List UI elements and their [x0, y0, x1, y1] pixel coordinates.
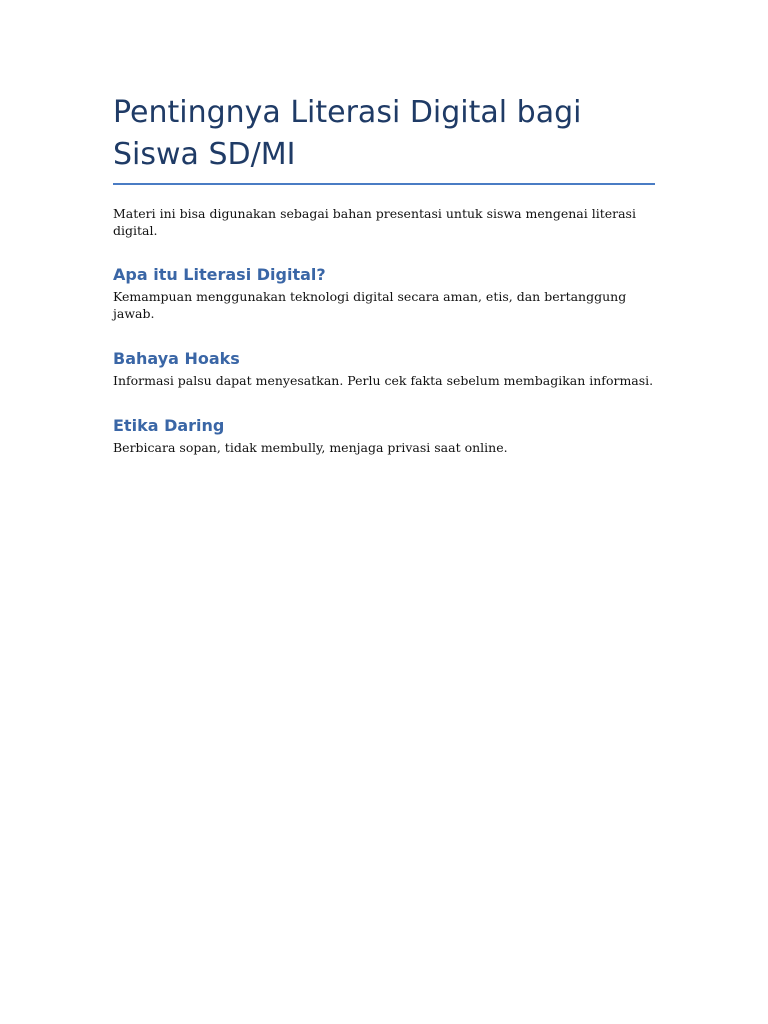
section-body: Kemampuan menggunakan teknologi digital secara aman, etis, dan bertanggung jawab.	[113, 289, 627, 321]
section-literasi-digital	[113, 265, 655, 322]
section-etika-daring	[113, 416, 655, 456]
section-heading: Apa itu Literasi Digital?	[113, 265, 326, 284]
section-body: Berbicara sopan, tidak membully, menjaga privasi saat online.	[113, 440, 508, 455]
document-page	[113, 92, 655, 456]
intro-paragraph: Materi ini bisa digunakan sebagai bahan presentasi untuk siswa mengenai literasi digital.	[113, 206, 636, 238]
section-body: Informasi palsu dapat menyesatkan. Perlu cek fakta sebelum membagikan informasi.	[113, 373, 654, 388]
section-bahaya-hoaks	[113, 349, 655, 389]
page-title: Pentingnya Literasi Digital bagi Siswa SD/MI	[113, 92, 655, 185]
section-heading: Bahaya Hoaks	[113, 349, 240, 368]
section-heading: Etika Daring	[113, 416, 225, 435]
